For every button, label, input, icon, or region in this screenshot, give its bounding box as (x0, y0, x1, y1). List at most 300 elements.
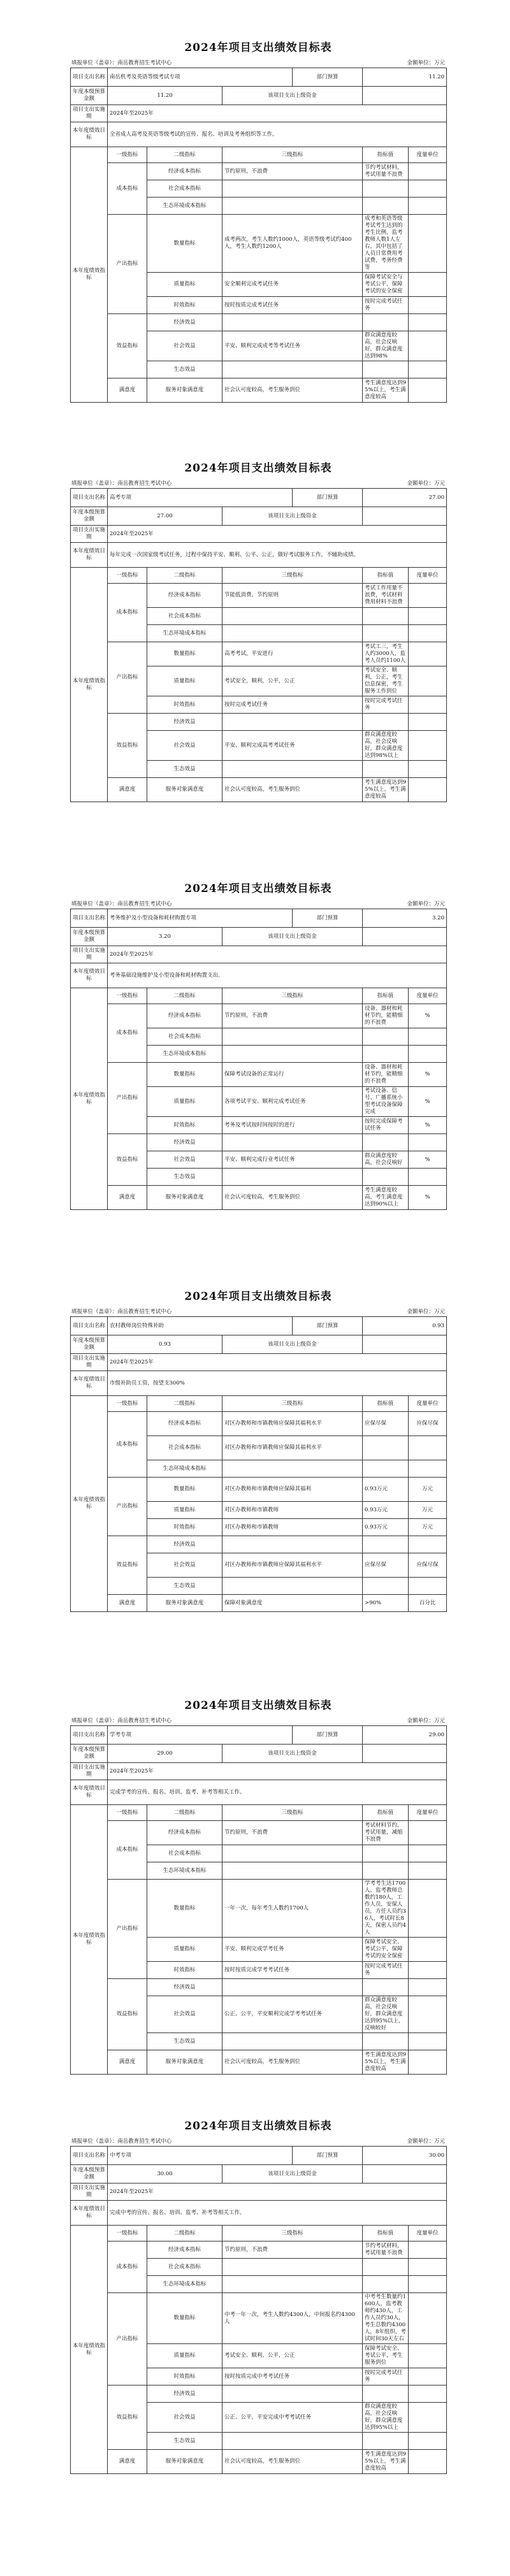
level2-indicator: 数量指标 (147, 1063, 222, 1087)
header-level1: 一级指标 (108, 1805, 147, 1821)
form-title: 2024年项目支出绩效目标表 (184, 1699, 332, 1712)
budget-value: 27.00 (108, 507, 222, 526)
level2-indicator: 时效指标 (147, 1519, 222, 1536)
upper-fund-value (363, 1335, 447, 1354)
level2-indicator: 生态效益 (147, 761, 222, 778)
level2-indicator: 质量指标 (147, 666, 222, 696)
indicator-value (363, 1169, 409, 1186)
indicator-value (363, 361, 409, 378)
header-level1: 一级指标 (108, 1396, 147, 1412)
performance-form (70, 457, 446, 802)
form-table (70, 2146, 447, 2474)
header-level2: 二级指标 (147, 1805, 222, 1821)
level3-indicator (222, 2433, 363, 2450)
table-row (71, 1354, 447, 1371)
indicator-value: 按时完成考试任务 (363, 297, 409, 314)
budget-value: 0.93 (108, 1335, 222, 1354)
level2-indicator: 经济效益 (147, 1979, 222, 1996)
level1-indicator: 效益指标 (108, 2385, 147, 2450)
level1-indicator: 产出指标 (108, 1478, 147, 1536)
level3-indicator: 按时按质完成考试任务 (222, 297, 363, 314)
level1-indicator: 成本指标 (108, 1821, 147, 1880)
level2-indicator: 经济效益 (147, 1536, 222, 1553)
header-level3: 三级指标 (222, 2226, 363, 2241)
level3-indicator: 中考一年一次，考生人数约4300人，中间报名约4300人 (222, 2293, 363, 2344)
table-row (71, 988, 447, 1004)
indicator-value: >90% (363, 1595, 409, 1612)
header-unit: 度量单位 (409, 147, 447, 163)
level2-indicator: 服务对象满意度 (147, 2450, 222, 2474)
level2-indicator: 生态效益 (147, 1169, 222, 1186)
indicator-value: 0.93万元 (363, 1478, 409, 1502)
indicator-unit: 万元 (409, 1502, 447, 1519)
table-row (71, 489, 447, 507)
table-row (71, 2293, 447, 2344)
level1-indicator: 满意度 (108, 378, 147, 403)
indicator-unit (409, 1880, 447, 1938)
indicator-unit (409, 1862, 447, 1880)
budget-label: 年度本级预算金额 (71, 2165, 108, 2184)
indicator-value: 应保尽保 (363, 1412, 409, 1436)
period-label: 项目支出实施期 (71, 1354, 108, 1371)
filing-unit: 填报单位（盖章）：南岳教育招生考试中心 (71, 1309, 172, 1315)
period-label: 项目支出实施期 (71, 2184, 108, 2201)
level3-indicator (222, 2385, 363, 2403)
indicator-unit (409, 1996, 447, 2033)
header-value: 指标值 (363, 1396, 409, 1412)
period-label: 项目支出实施期 (71, 946, 108, 963)
indicator-unit (409, 2433, 447, 2450)
upper-fund-value (363, 507, 447, 526)
level3-indicator: 对区办教师和市镇教师 (222, 1519, 363, 1536)
level1-indicator: 产出指标 (108, 642, 147, 714)
level2-indicator: 服务对象满意度 (147, 1595, 222, 1612)
header-level3: 三级指标 (222, 147, 363, 163)
indicator-unit (409, 378, 447, 403)
table-row (71, 642, 447, 666)
indicator-label: 本年度绩效指标 (71, 1396, 108, 1612)
indicator-unit (409, 2241, 447, 2259)
indicator-unit (409, 163, 447, 180)
level2-indicator: 生态环境成本指标 (147, 625, 222, 642)
level2-indicator: 数量指标 (147, 215, 222, 273)
level2-indicator: 社会效益 (147, 331, 222, 361)
indicator-unit (409, 696, 447, 714)
indicator-value (363, 1536, 409, 1553)
header-unit: 度量单位 (409, 988, 447, 1004)
table-row (71, 2241, 447, 2259)
indicator-unit (409, 625, 447, 642)
level3-indicator (222, 1862, 363, 1880)
indicator-value: 应保尽保 (363, 1553, 409, 1578)
level2-indicator: 质量指标 (147, 1087, 222, 1117)
indicator-value: 群众满意度较高，社会反响好，群众满意度达到95%以上，反响较好 (363, 1996, 409, 2033)
budget-value: 3.20 (108, 928, 222, 946)
level1-indicator: 满意度 (108, 778, 147, 802)
indicator-value: 学考考生达1700人，监考教师总数约180人，工作人员，安保人员，方任人员约36人，考试时长8天，保密人员约4人 (363, 1880, 409, 1938)
header-value: 指标值 (363, 2226, 409, 2241)
money-unit: 金额单位：万元 (407, 2138, 445, 2145)
header-level2: 二级指标 (147, 1396, 222, 1412)
project-name-label: 项目支出名称 (71, 68, 108, 87)
money-unit: 金额单位：万元 (407, 60, 445, 66)
level2-indicator: 生态环境成本指标 (147, 2276, 222, 2293)
indicator-value (363, 761, 409, 778)
filing-unit: 填报单位（盖章）：南岳教育招生考试中心 (71, 480, 172, 487)
indicator-value: 考试工三，考生人约3000人，监考人员约1100人 (363, 642, 409, 666)
indicator-value: 考生满意度达到95%以上，考生满意度较高 (363, 778, 409, 802)
header-level3: 三级指标 (222, 1396, 363, 1412)
indicator-unit: 应保尽保 (409, 1412, 447, 1436)
money-unit: 金额单位：万元 (407, 901, 445, 907)
indicator-label: 本年度绩效指标 (71, 1805, 108, 2075)
level2-indicator: 时效指标 (147, 696, 222, 714)
dept-budget-value: 0.93 (363, 1317, 447, 1335)
form-table (70, 1316, 447, 1612)
goal-label: 本年度绩效目标 (71, 1780, 108, 1805)
level2-indicator: 社会效益 (147, 731, 222, 761)
level2-indicator: 数量指标 (147, 2293, 222, 2344)
indicator-value (363, 1436, 409, 1460)
level2-indicator: 时效指标 (147, 297, 222, 314)
budget-label: 年度本级预算金额 (71, 928, 108, 946)
budget-value: 29.00 (108, 1745, 222, 1763)
level3-indicator: 对区办教师和市镇教师 (222, 1502, 363, 1519)
level1-indicator: 产出指标 (108, 215, 147, 314)
level3-indicator: 社会认可度较高，考生服务到位 (222, 2450, 363, 2474)
level3-indicator: 社会认可度较高，考生服务到位 (222, 378, 363, 403)
indicator-unit: % (409, 1117, 447, 1134)
form-title: 2024年项目支出绩效目标表 (184, 462, 332, 475)
level3-indicator: 平安、顺利完成行业考试任务 (222, 1151, 363, 1169)
upper-fund-label: 该项目支出上级资金 (222, 2165, 363, 2184)
table-row (71, 1396, 447, 1412)
indicator-value (363, 1460, 409, 1478)
table-row (71, 68, 447, 87)
header-level1: 一级指标 (108, 2226, 147, 2241)
table-row (71, 87, 447, 105)
table-row (71, 1134, 447, 1151)
dept-budget-value: 29.00 (363, 1726, 447, 1745)
budget-label: 年度本级预算金额 (71, 507, 108, 526)
level3-indicator: 节约原则，不浪费 (222, 2241, 363, 2259)
level2-indicator: 社会效益 (147, 1151, 222, 1169)
table-row (71, 1780, 447, 1805)
upper-fund-value (363, 928, 447, 946)
header-level3: 三级指标 (222, 568, 363, 584)
level2-indicator: 质量指标 (147, 273, 222, 297)
level2-indicator: 服务对象满意度 (147, 378, 222, 403)
indicator-unit (409, 608, 447, 625)
level2-indicator: 经济效益 (147, 1134, 222, 1151)
level3-indicator (222, 1979, 363, 1996)
indicator-value: 考试设备、信号、广播系统小型考试设备保障完成 (363, 1087, 409, 1117)
performance-form (70, 1286, 446, 1612)
indicator-value (363, 180, 409, 198)
indicator-value: 设备、器材和耗材节约，能精细的不浪费 (363, 1063, 409, 1087)
level2-indicator: 质量指标 (147, 2344, 222, 2368)
goal-value: 每年完成一次国家级考试任务，过程中保持平安、顺利、公平、公正，做好考试服务工作，不辅助成绩。 (108, 543, 447, 568)
indicator-unit (409, 2403, 447, 2433)
level1-indicator: 满意度 (108, 2050, 147, 2075)
level3-indicator: 公正、公平，平安顺利完成学考考试任务 (222, 1996, 363, 2033)
form-meta (70, 59, 446, 68)
period-value: 2024年至2025年 (108, 1354, 447, 1371)
money-unit: 金额单位：万元 (407, 1718, 445, 1724)
indicator-unit: % (409, 1087, 447, 1117)
project-name-value: 南岳机考及英语等级考试专项 (108, 68, 293, 87)
level3-indicator: 安全顺利完成考试任务 (222, 273, 363, 297)
level3-indicator: 平安、顺利完成成考等考试任务 (222, 331, 363, 361)
header-level3: 三级指标 (222, 988, 363, 1004)
form-meta (70, 900, 446, 909)
goal-label: 本年度绩效目标 (71, 963, 108, 988)
table-row (71, 1805, 447, 1821)
goal-value: 市级补助员工资，按望支300% (108, 1371, 447, 1396)
level2-indicator: 质量指标 (147, 1502, 222, 1519)
project-name-label: 项目支出名称 (71, 1726, 108, 1745)
indicator-unit (409, 1028, 447, 1046)
level3-indicator: 平安、顺利完成学考任务 (222, 1938, 363, 1962)
indicator-unit (409, 714, 447, 731)
indicator-value: 按时完成考试任务 (363, 2368, 409, 2385)
level3-indicator: 一年一次，每年考生人数约1700人 (222, 1880, 363, 1938)
level3-indicator: 节约原则，不浪费 (222, 1821, 363, 1845)
indicator-unit: % (409, 1063, 447, 1087)
indicator-unit (409, 666, 447, 696)
table-row (71, 2201, 447, 2226)
level3-indicator: 节约原则，不浪费 (222, 1004, 363, 1028)
indicator-value (363, 1028, 409, 1046)
indicator-unit (409, 2344, 447, 2368)
filing-unit: 填报单位（盖章）：南岳教育招生考试中心 (71, 2138, 172, 2145)
level2-indicator: 社会效益 (147, 2403, 222, 2433)
dept-budget-label: 部门预算 (293, 1317, 363, 1335)
level1-indicator: 成本指标 (108, 1004, 147, 1063)
indicator-unit (409, 731, 447, 761)
table-row (71, 1880, 447, 1938)
level2-indicator: 服务对象满意度 (147, 778, 222, 802)
period-value: 2024年至2025年 (108, 526, 447, 543)
header-value: 指标值 (363, 147, 409, 163)
level1-indicator: 产出指标 (108, 1880, 147, 1979)
header-level2: 二级指标 (147, 2226, 222, 2241)
level3-indicator: 对区办教师和市镇教师应保障其福利 (222, 1478, 363, 1502)
dept-budget-label: 部门预算 (293, 1726, 363, 1745)
indicator-value (363, 714, 409, 731)
indicator-value (363, 2385, 409, 2403)
indicator-unit (409, 2385, 447, 2403)
header-level1: 一级指标 (108, 988, 147, 1004)
level2-indicator: 经济成本指标 (147, 584, 222, 608)
level3-indicator: 考试安全，顺利，公平，公正 (222, 666, 363, 696)
level1-indicator: 成本指标 (108, 1412, 147, 1478)
level2-indicator: 数量指标 (147, 1880, 222, 1938)
indicator-value: 中考考生数量约1600人，监考教师约430人，工作人员约30人，考生总数约4300人，8年组织，考试时间30天左右 (363, 2293, 409, 2344)
indicator-unit (409, 2450, 447, 2474)
level2-indicator: 生态效益 (147, 2433, 222, 2450)
level2-indicator: 经济成本指标 (147, 1821, 222, 1845)
indicator-value: 0.93万元 (363, 1502, 409, 1519)
table-row (71, 105, 447, 122)
dept-budget-label: 部门预算 (293, 909, 363, 928)
indicator-unit (409, 1046, 447, 1063)
indicator-value: 考生满意度较高，考生满意度达到90%以上 (363, 1186, 409, 1210)
level3-indicator: 按时完成考试任务 (222, 696, 363, 714)
period-value: 2024年至2025年 (108, 105, 447, 122)
form-title: 2024年项目支出绩效目标表 (184, 882, 332, 895)
indicator-unit (409, 1536, 447, 1553)
indicator-value: 群众满意度较高，社会反响好，群众满意度达到98%以上 (363, 731, 409, 761)
header-level2: 二级指标 (147, 568, 222, 584)
indicator-unit (409, 2368, 447, 2385)
level3-indicator (222, 714, 363, 731)
table-row (71, 2184, 447, 2201)
performance-form (70, 878, 446, 1210)
form-table (70, 488, 447, 802)
level2-indicator: 生态效益 (147, 1578, 222, 1595)
level3-indicator (222, 361, 363, 378)
level2-indicator: 社会效益 (147, 1996, 222, 2033)
table-row (71, 507, 447, 526)
indicator-unit (409, 642, 447, 666)
upper-fund-value (363, 2165, 447, 2184)
level2-indicator: 社会成本指标 (147, 180, 222, 198)
header-level1: 一级指标 (108, 568, 147, 584)
indicator-value: 节约考试材料，考试用量不浪费 (363, 163, 409, 180)
indicator-value: 群众满意度较高，社会反响好，群众满意度达到98% (363, 331, 409, 361)
level2-indicator: 时效指标 (147, 1962, 222, 1979)
goal-value: 完成中考的宣传、报名、培训、监考、补考等相关工作。 (108, 2201, 447, 2226)
level2-indicator: 社会成本指标 (147, 1028, 222, 1046)
table-row (71, 568, 447, 584)
level3-indicator (222, 1460, 363, 1478)
indicator-value (363, 1134, 409, 1151)
table-row (71, 2147, 447, 2165)
indicator-label: 本年度绩效指标 (71, 568, 108, 802)
table-row (71, 2050, 447, 2075)
period-label: 项目支出实施期 (71, 526, 108, 543)
header-value: 指标值 (363, 568, 409, 584)
dept-budget-label: 部门预算 (293, 489, 363, 507)
level3-indicator (222, 761, 363, 778)
indicator-value: 按时完成保障考试任务 (363, 1117, 409, 1134)
level3-indicator (222, 314, 363, 331)
indicator-value: 群众满意度较高，社会反响好 (363, 1151, 409, 1169)
indicator-unit (409, 2050, 447, 2075)
indicator-label: 本年度绩效指标 (71, 2226, 108, 2474)
level2-indicator: 服务对象满意度 (147, 2050, 222, 2075)
form-meta (70, 1716, 446, 1725)
indicator-unit (409, 2259, 447, 2276)
indicator-value: 节约考试材料，考试用量不浪费 (363, 2241, 409, 2259)
table-row (71, 543, 447, 568)
indicator-unit (409, 2293, 447, 2344)
indicator-unit (409, 761, 447, 778)
indicator-unit (409, 1979, 447, 1996)
table-row (71, 163, 447, 180)
filing-unit: 填报单位（盖章）：南岳教育招生考试中心 (71, 60, 172, 66)
level3-indicator: 社会认可度较高，考生服务到位 (222, 1186, 363, 1210)
table-row (71, 1371, 447, 1396)
period-label: 项目支出实施期 (71, 1763, 108, 1780)
level3-indicator (222, 180, 363, 198)
level2-indicator: 经济成本指标 (147, 2241, 222, 2259)
indicator-value: 考生满意度达到95%以上，考生满意度较高 (363, 2450, 409, 2474)
level2-indicator: 经济成本指标 (147, 1004, 222, 1028)
table-row (71, 1317, 447, 1335)
level2-indicator: 社会成本指标 (147, 608, 222, 625)
upper-fund-label: 该项目支出上级资金 (222, 1335, 363, 1354)
indicator-unit (409, 180, 447, 198)
table-row (71, 1821, 447, 1845)
level3-indicator: 考务及考试按时间按时的进行 (222, 1117, 363, 1134)
level2-indicator: 经济成本指标 (147, 1412, 222, 1436)
indicator-label: 本年度绩效指标 (71, 988, 108, 1210)
level2-indicator: 生态环境成本指标 (147, 1460, 222, 1478)
table-row (71, 1478, 447, 1502)
period-value: 2024年至2025年 (108, 1763, 447, 1780)
level1-indicator: 效益指标 (108, 1536, 147, 1595)
level2-indicator: 经济效益 (147, 714, 222, 731)
goal-label: 本年度绩效目标 (71, 1371, 108, 1396)
performance-form (70, 1695, 446, 2075)
indicator-value: 按时完成考试任务 (363, 1962, 409, 1979)
indicator-value: 保障考试安全、考试公平，考生服务到位 (363, 2344, 409, 2368)
money-unit: 金额单位：万元 (407, 480, 445, 487)
dept-budget-value: 30.00 (363, 2147, 447, 2165)
indicator-unit (409, 1169, 447, 1186)
table-row (71, 1536, 447, 1553)
indicator-value (363, 1979, 409, 1996)
table-row (71, 928, 447, 946)
project-name-label: 项目支出名称 (71, 489, 108, 507)
level2-indicator: 质量指标 (147, 1938, 222, 1962)
goal-label: 本年度绩效目标 (71, 122, 108, 147)
indicator-unit (409, 1845, 447, 1862)
level1-indicator: 成本指标 (108, 584, 147, 642)
table-row (71, 1335, 447, 1354)
indicator-unit (409, 1460, 447, 1478)
project-name-value: 农村教师岗位特殊补助 (108, 1317, 293, 1335)
level3-indicator: 保障对象满意度 (222, 1595, 363, 1612)
table-row (71, 909, 447, 928)
level2-indicator: 经济成本指标 (147, 163, 222, 180)
table-row (71, 1004, 447, 1028)
indicator-value (363, 1845, 409, 1862)
upper-fund-value (363, 87, 447, 105)
indicator-value (363, 1046, 409, 1063)
table-row (71, 1979, 447, 1996)
indicator-unit (409, 1436, 447, 1460)
level3-indicator (222, 1845, 363, 1862)
upper-fund-label: 该项目支出上级资金 (222, 87, 363, 105)
level2-indicator: 生态效益 (147, 361, 222, 378)
indicator-unit: % (409, 1004, 447, 1028)
dept-budget-label: 部门预算 (293, 2147, 363, 2165)
indicator-value: 保障考试安全与考试公平，保障考试的安全保密 (363, 273, 409, 297)
level2-indicator: 社会成本指标 (147, 1845, 222, 1862)
level3-indicator: 成考两次，考生人数约1000人，英语等级考试约400人，考生人数约1200人 (222, 215, 363, 273)
table-row (71, 314, 447, 331)
header-value: 指标值 (363, 1805, 409, 1821)
upper-fund-label: 该项目支出上级资金 (222, 507, 363, 526)
indicator-unit (409, 273, 447, 297)
indicator-value (363, 198, 409, 215)
project-name-label: 项目支出名称 (71, 1317, 108, 1335)
indicator-unit (409, 198, 447, 215)
table-row (71, 963, 447, 988)
